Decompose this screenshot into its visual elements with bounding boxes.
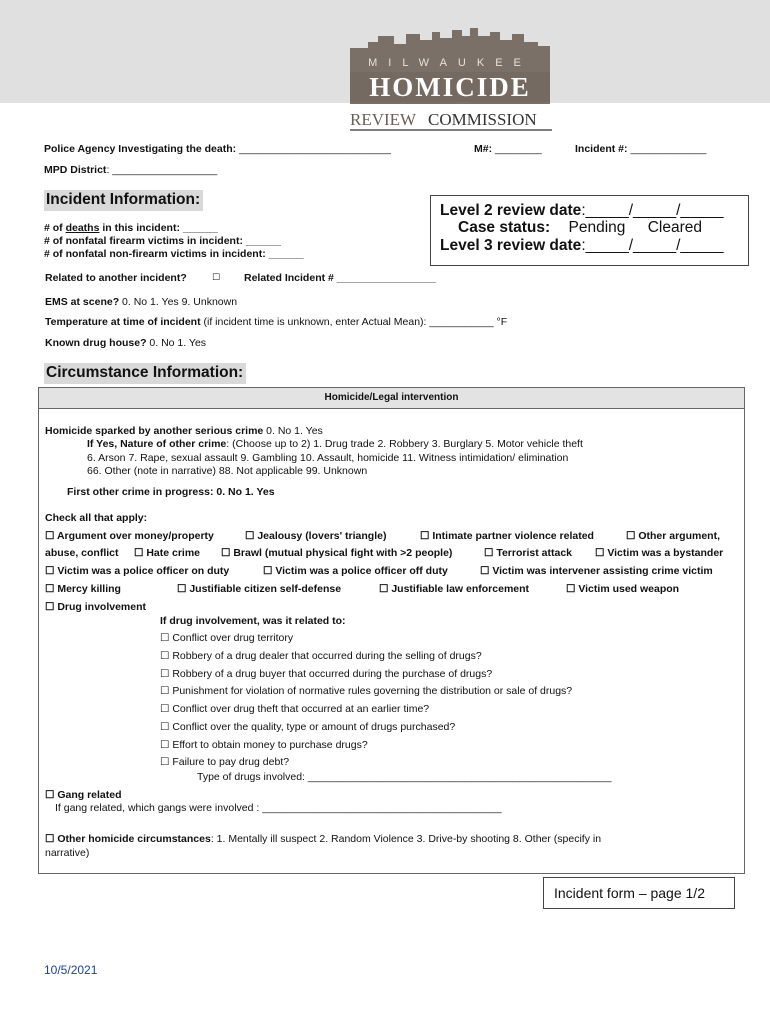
- victim-used-weapon-option[interactable]: ☐ Victim used weapon: [566, 583, 680, 595]
- drug-item[interactable]: ☐ Conflict over drug territory: [160, 632, 294, 644]
- brawl-option[interactable]: ☐ Brawl (mutual physical fight with >2 people): [221, 547, 453, 559]
- m-number-row: M#: ________: [474, 143, 542, 155]
- gang-related-option[interactable]: ☐ Gang related: [45, 789, 122, 801]
- citizen-self-defense-option[interactable]: ☐ Justifiable citizen self-defense: [177, 583, 342, 595]
- intervener-option[interactable]: ☐ Victim was intervener assisting crime victim: [480, 565, 713, 577]
- case-status: Case status: Pending Cleared: [458, 219, 702, 236]
- sparked-row[interactable]: Homicide sparked by another serious crime 0. No 1. Yes: [45, 425, 323, 437]
- hate-crime-option[interactable]: ☐ Hate crime: [134, 547, 201, 559]
- svg-text:HOMICIDE: HOMICIDE: [369, 72, 531, 102]
- police-on-duty-option[interactable]: ☐ Victim was a police officer on duty: [45, 565, 230, 577]
- drug-item[interactable]: ☐ Failure to pay drug debt?: [160, 756, 290, 768]
- nonfatal-firearm-field[interactable]: # of nonfatal firearm victims in incident: ______: [44, 235, 281, 247]
- status-pending-option[interactable]: Pending: [568, 219, 626, 236]
- district-row: MPD District: __________________: [44, 164, 218, 176]
- temperature-row[interactable]: Temperature at time of incident (if incident time is unknown, enter Actual Mean): ___________ °F: [45, 316, 508, 328]
- police-off-duty-option[interactable]: ☐ Victim was a police officer off duty: [263, 565, 448, 577]
- circumstance-info-heading: Circumstance Information:: [44, 363, 246, 384]
- svg-text:MILWAUKEE: MILWAUKEE: [368, 57, 532, 69]
- drug-item[interactable]: ☐ Conflict over the quality, type or amount of drugs purchased?: [160, 721, 456, 733]
- svg-text:REVIEW: REVIEW: [350, 110, 417, 129]
- drug-item[interactable]: ☐ Conflict over drug theft that occurred at an earlier time?: [160, 703, 430, 715]
- page-label-box: [543, 877, 735, 909]
- nature-row[interactable]: If Yes, Nature of other crime: (Choose up to 2) 1. Drug trade 2. Robbery 3. Burglary 5. Motor vehicle theft: [87, 438, 583, 450]
- other-circumstances-continued: narrative): [45, 847, 90, 859]
- drug-question-label: If drug involvement, was it related to:: [160, 615, 346, 627]
- deaths-count-field[interactable]: # of deaths in this incident: ______: [44, 222, 218, 234]
- drug-item[interactable]: ☐ Punishment for violation of normative rules governing the distribution or sale of drugs?: [160, 685, 573, 697]
- nature-row-3[interactable]: 66. Other (note in narrative) 88. Not applicable 99. Unknown: [87, 465, 368, 477]
- victim-bystander-option[interactable]: ☐ Victim was a bystander: [595, 547, 724, 559]
- terrorist-attack-option[interactable]: ☐ Terrorist attack: [484, 547, 572, 559]
- level2-review-date[interactable]: Level 2 review date:_____/_____/_____: [440, 202, 724, 219]
- check-all-label: Check all that apply:: [45, 512, 148, 524]
- drug-involvement-option[interactable]: ☐ Drug involvement: [45, 601, 147, 613]
- related-incident-number-field[interactable]: Related Incident # _________________: [244, 272, 437, 284]
- mercy-killing-option[interactable]: ☐ Mercy killing: [45, 583, 121, 595]
- page-label: Incident form – page 1/2: [554, 885, 705, 901]
- first-other-crime-row[interactable]: First other crime in progress: 0. No 1. Yes: [67, 486, 275, 498]
- incident-info-heading: Incident Information:: [44, 190, 203, 211]
- nonfatal-nonfirearm-field[interactable]: # of nonfatal non-firearm victims in incident: ______: [44, 248, 304, 260]
- argument-money-option[interactable]: ☐ Argument over money/property: [45, 530, 214, 542]
- drug-item[interactable]: ☐ Robbery of a drug buyer that occurred during the purchase of drugs?: [160, 668, 493, 680]
- drug-type-field[interactable]: Type of drugs involved: ____________________________________________________: [197, 771, 612, 783]
- other-argument-continued: abuse, conflict: [45, 547, 119, 559]
- other-argument-option[interactable]: ☐ Other argument,: [626, 530, 721, 542]
- form-date: 10/5/2021: [44, 963, 98, 977]
- drug-house-row[interactable]: Known drug house? 0. No 1. Yes: [45, 337, 207, 349]
- agency-field[interactable]: __________________________: [239, 143, 391, 155]
- status-cleared-option[interactable]: Cleared: [647, 219, 702, 236]
- nature-row-2[interactable]: 6. Arson 7. Rape, sexual assault 9. Gambling 10. Assault, homicide 11. Witness intimidation/ elimination: [87, 452, 569, 464]
- review-date-box: [430, 195, 749, 266]
- agency-row: Police Agency Investigating the death: __________________________: [44, 143, 391, 155]
- ems-row[interactable]: EMS at scene? 0. No 1. Yes 9. Unknown: [45, 296, 238, 308]
- incident-number-row: Incident #: _____________: [575, 143, 707, 155]
- drug-item[interactable]: ☐ Effort to obtain money to purchase drugs?: [160, 739, 368, 751]
- district-field[interactable]: : __________________: [106, 164, 218, 176]
- svg-text:COMMISSION: COMMISSION: [428, 110, 537, 129]
- incident-number-field[interactable]: _____________: [630, 143, 707, 155]
- related-incident-label: Related to another incident?: [45, 272, 187, 284]
- justifiable-law-enforcement-option[interactable]: ☐ Justifiable law enforcement: [379, 583, 530, 595]
- table-header: Homicide/Legal intervention: [39, 388, 744, 409]
- level3-review-date[interactable]: Level 3 review date:_____/_____/_____: [440, 237, 724, 254]
- m-number-field[interactable]: ________: [495, 143, 542, 155]
- related-incident-checkbox[interactable]: ☐: [212, 273, 221, 283]
- other-circumstances-row[interactable]: ☐ Other homicide circumstances: 1. Mentally ill suspect 2. Random Violence 3. Drive-by shooting 8. Other (specify in: [45, 833, 602, 845]
- milwaukee-homicide-review-commission-logo: [348, 28, 554, 132]
- jealousy-option[interactable]: ☐ Jealousy (lovers' triangle): [245, 530, 387, 542]
- intimate-partner-option[interactable]: ☐ Intimate partner violence related: [420, 530, 594, 542]
- drug-item[interactable]: ☐ Robbery of a drug dealer that occurred during the selling of drugs?: [160, 650, 482, 662]
- gang-which-field[interactable]: If gang related, which gangs were involved : _________________________________________: [55, 802, 502, 814]
